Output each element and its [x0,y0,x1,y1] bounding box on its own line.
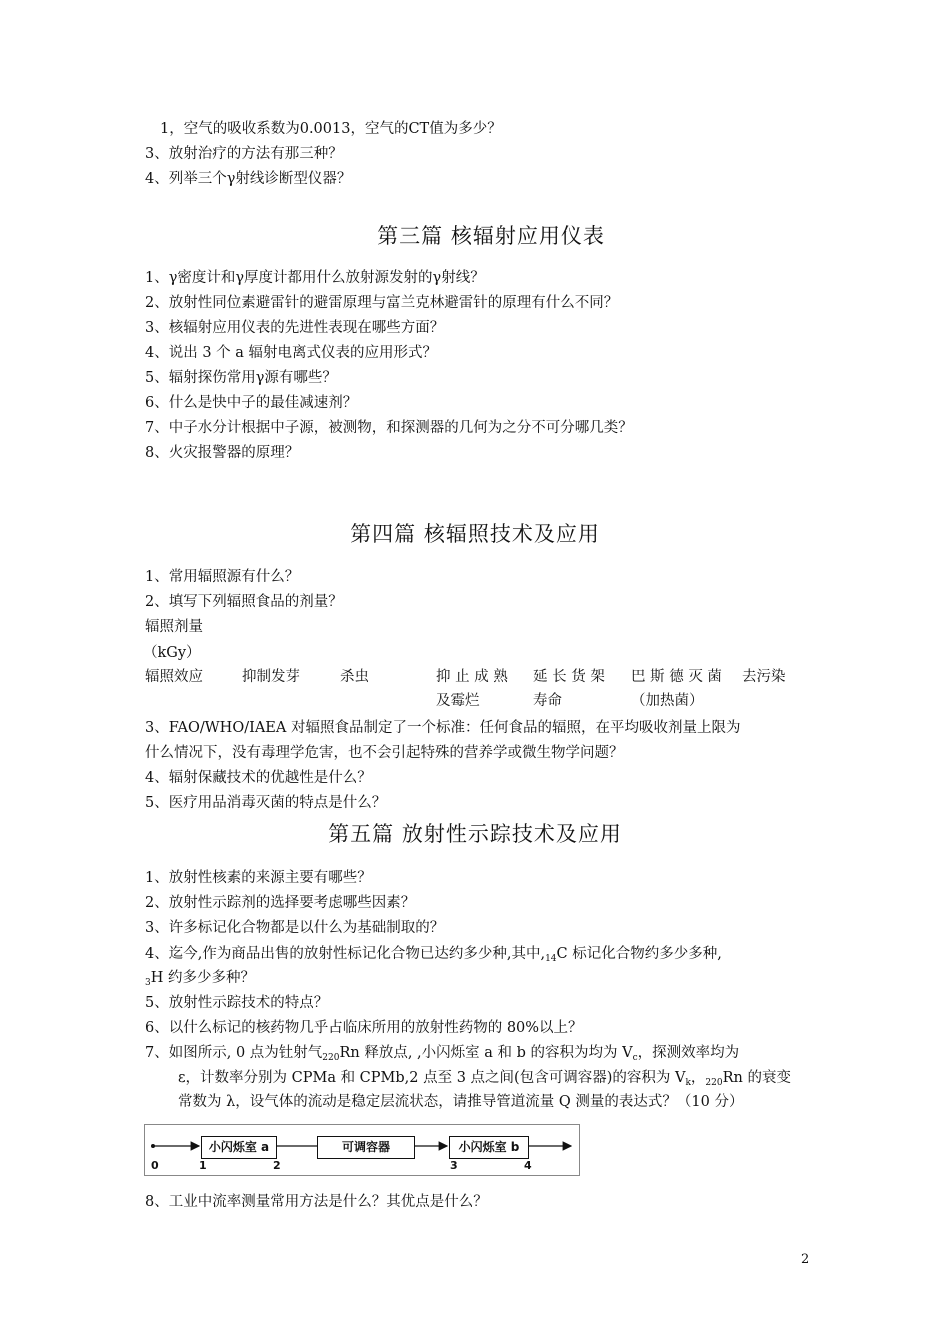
q7-text: ε，计数率分别为 CPMa 和 CPMb,2 点至 3 点之间(包含可调容器)的容积为 V [178,1070,686,1086]
question-line: 5、医疗用品消毒灭菌的特点是什么？ [145,795,387,811]
section-heading-part4: 第四篇 核辐照技术及应用 [350,522,600,546]
q7-text: ，探测效率均为 [637,1045,740,1061]
question-line: 3、核辐射应用仪表的先进性表现在哪些方面？ [145,320,445,336]
question-line: 什么情况下，没有毒理学危害，也不会引起特殊的营养学或微生物学问题？ [145,745,624,761]
question-line [145,1043,739,1068]
point-1: 1 [199,1159,207,1172]
q7-subscript: k [685,1078,691,1088]
question-line: 7、中子水分计根据中子源，被测物，和探测器的几何为之分不可分哪几类？ [145,420,633,436]
point-0: 0 [151,1159,159,1172]
table-effect-label: 辐照效应 [145,669,203,685]
q4-isotope-mass: 14 [545,954,557,964]
scintillation-chamber-b: 小闪烁室 b [449,1136,529,1159]
question-line: 2、放射性示踪剂的选择要考虑哪些因素？ [145,895,416,911]
question-line: 5、辐射探伤常用γ源有哪些？ [145,370,337,386]
question-line [145,968,255,993]
section-heading-part5: 第五篇 放射性示踪技术及应用 [328,822,622,846]
question-line: 4、说出 3 个 a 辐射电离式仪表的应用形式？ [145,345,438,361]
table-dose-label: 辐照剂量 [145,619,203,635]
q7-isotope-mass: 220 [322,1053,340,1063]
question-line: 1、常用辐照源有什么？ [145,569,300,585]
question-line: 常数为 λ，设气体的流动是稳定层流状态，请推导管道流量 Q 测量的表达式？（10 分） [178,1094,744,1110]
question-line: 2、填写下列辐照食品的剂量？ [145,594,343,610]
q7-text: ， [690,1070,706,1086]
section-heading-part3: 第三篇 核辐射应用仪表 [377,224,605,248]
table-column-header: 杀虫 [340,669,369,685]
q7-text: Rn 的衰变 [722,1070,791,1086]
table-column-header-line2: 及霉烂 [436,693,480,709]
q7-text: Rn 释放点, ,小闪烁室 a 和 b 的容积为均为 V [339,1045,633,1061]
question-line: 4、辐射保藏技术的优越性是什么？ [145,770,372,786]
table-dose-unit: （kGy） [143,645,201,661]
page-number: 2 [801,1252,810,1267]
point-2: 2 [273,1159,281,1172]
adjustable-container: 可调容器 [317,1136,415,1159]
q4-text: 4、迄今,作为商品出售的放射性标记化合物已达约多少种,其中, [145,946,546,962]
flow-diagram [144,1124,580,1176]
table-column-header: 去污染 [742,669,786,685]
q4-text: C 标记化合物约多少多种, [556,946,722,962]
question-line [145,944,722,969]
question-line: 3、FAO/WHO/IAEA 对辐照食品制定了一个标准：任何食品的辐照，在平均吸收剂量上限为 [145,720,741,736]
question-line: 3、许多标记化合物都是以什么为基础制取的？ [145,920,445,936]
question-line: 6、以什么标记的核药物几乎占临床所用的放射性药物的 80%以上？ [145,1020,583,1036]
q7-isotope-mass: 220 [705,1078,723,1088]
q4-isotope-mass: 3 [145,978,151,988]
table-column-header: 抑制发芽 [242,669,300,685]
question-line: 4、列举三个γ射线诊断型仪器？ [145,171,352,187]
question-line: 8、火灾报警器的原理？ [145,445,300,461]
question-line: 1、γ密度计和γ厚度计都用什么放射源发射的γ射线？ [145,270,485,286]
scintillation-chamber-a: 小闪烁室 a [201,1136,277,1159]
table-column-header-line2: （加热菌） [631,693,704,709]
table-column-header: 延 长 货 架 [533,669,605,685]
table-column-header: 巴 斯 德 灭 菌 [631,669,722,685]
question-line: 3、放射治疗的方法有那三种？ [145,146,343,162]
question-line: 2、放射性同位素避雷针的避雷原理与富兰克林避雷针的原理有什么不同？ [145,295,619,311]
point-4: 4 [524,1159,532,1172]
q4-text: H 约多少多种？ [150,970,255,986]
point-3: 3 [450,1159,458,1172]
question-line: 6、什么是快中子的最佳减速剂？ [145,395,358,411]
question-line: 1，空气的吸收系数为0.0013，空气的CT值为多少？ [160,121,502,137]
question-line: 8、工业中流率测量常用方法是什么？其优点是什么？ [145,1194,488,1210]
table-column-header-line2: 寿命 [533,693,562,709]
table-column-header: 抑 止 成 熟 [436,669,508,685]
question-line: 5、放射性示踪技术的特点？ [145,995,329,1011]
q7-subscript: c [632,1053,638,1063]
question-line: 1、放射性核素的来源主要有哪些？ [145,870,372,886]
q7-text: 7、如图所示, 0 点为钍射气 [145,1045,323,1061]
question-line [178,1068,791,1093]
